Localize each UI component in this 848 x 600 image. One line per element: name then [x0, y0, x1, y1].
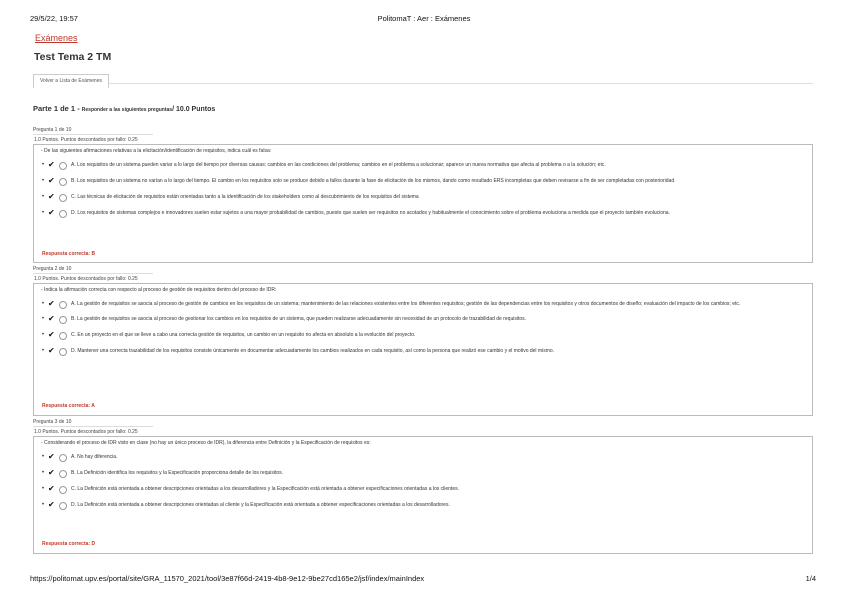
radio-button[interactable]	[59, 162, 67, 170]
question-number: Pregunta 2 de 10	[33, 266, 153, 274]
radio-button[interactable]	[59, 210, 67, 218]
option-d: • ✔ D. Los requisitos de sistemas complejos e innovadores suelen estar sujetos a una mayor probabilidad de cambios, puesto que suelen ser requisitos no acotados y habitualmente el conocimiento sobre el problema evoluciona a medida que el proyecto también evoluciona.	[42, 208, 670, 217]
option-b: • ✔ B. La Definición identifica los requisitos y la Especificación proporciona detalle de los requisitos.	[42, 468, 284, 477]
radio-button[interactable]	[59, 178, 67, 186]
option-a: • ✔ A. La gestión de requisitos se asocia al proceso de gestión de cambios en los requisitos de un sistema; mantenimiento de las relaciones existentes entre los diferentes requisitos; gestión de las dependencias entre los requisitos y otros documentos de diseño; evaluación del impacto de los cambios; etc.	[42, 299, 741, 308]
radio-button[interactable]	[59, 454, 67, 462]
correct-answer: Respuesta correcta: B	[42, 251, 96, 257]
question-points: 1.0 Puntos. Puntos descontados por fallo: 0.25	[34, 137, 138, 143]
checkmark-icon: ✔	[48, 330, 55, 339]
question-text: - Considerando el proceso de IDR visto en clase (no hay un único proceso de IDR), la diferencia entre Definición y la Especificación de requisitos es:	[41, 440, 371, 446]
checkmark-icon: ✔	[48, 346, 55, 355]
print-page-number: 1/4	[805, 574, 816, 583]
part-label: Parte 1 de 1 -	[33, 104, 82, 113]
print-url: https://politomat.upv.es/portal/site/GRA_11570_2021/tool/3e87f66d-2419-4b8-9e12-9be27cd165e2/jsf/index/mainIndex	[30, 574, 425, 583]
correct-answer: Respuesta correcta: A	[42, 403, 95, 409]
checkmark-icon: ✔	[48, 468, 55, 477]
checkmark-icon: ✔	[48, 299, 55, 308]
question-points: 1.0 Puntos. Puntos descontados por fallo: 0.25	[34, 429, 138, 435]
option-d: • ✔ D. Mantener una correcta trazabilidad de los requisitos consiste únicamente en documentar adecuadamente los cambios realizados en cada requisito, así como la persona que realizó ese cambio y el motivo del mismo.	[42, 346, 555, 355]
question-text: - De las siguientes afirmaciones relativas a la elicitación/identificación de requisitos, indica cuál es falsa:	[41, 148, 272, 154]
option-c: • ✔ C. La Definición está orientada a obtener descripciones orientadas a los desarrolladores y la Especificación está orientada a obtener especificaciones orientadas a los clientes.	[42, 484, 460, 493]
option-d: • ✔ D. La Definición está orientada a obtener descripciones orientadas al cliente y la Especificación está orientada a obtener especificaciones orientadas a los desarrolladores.	[42, 500, 450, 509]
breadcrumb-exams-link[interactable]: Exámenes	[35, 33, 78, 43]
radio-button[interactable]	[59, 194, 67, 202]
checkmark-icon: ✔	[48, 314, 55, 323]
part-instructions: Responder a las siguientes preguntas	[81, 107, 173, 113]
checkmark-icon: ✔	[48, 192, 55, 201]
back-to-exams-button[interactable]: Volver a Lista de Exámenes	[33, 74, 109, 88]
checkmark-icon: ✔	[48, 500, 55, 509]
part-heading	[33, 104, 813, 113]
checkmark-icon: ✔	[48, 452, 55, 461]
option-a: • ✔ A. No hay diferencia.	[42, 452, 118, 461]
checkmark-icon: ✔	[48, 176, 55, 185]
radio-button[interactable]	[59, 470, 67, 478]
question-points: 1.0 Puntos. Puntos descontados por fallo: 0.25	[34, 276, 138, 282]
radio-button[interactable]	[59, 486, 67, 494]
question-number: Pregunta 3 de 10	[33, 419, 153, 427]
checkmark-icon: ✔	[48, 160, 55, 169]
radio-button[interactable]	[59, 301, 67, 309]
checkmark-icon: ✔	[48, 208, 55, 217]
back-bar	[33, 69, 813, 84]
question-box	[33, 436, 813, 554]
option-a: • ✔ A. Los requisitos de un sistema pueden variar a lo largo del tiempo por diversas causas: cambios en las condiciones del problema; cambios en el problema a solucionar; aparece un nueva normativa que afecta al problema o a la solución; etc.	[42, 160, 606, 169]
question-2	[33, 266, 813, 416]
question-list	[33, 127, 813, 554]
question-3	[33, 419, 813, 554]
exam-content	[33, 33, 813, 557]
print-page-title: PolitomaT : Aer : Exámenes	[377, 14, 471, 23]
radio-button[interactable]	[59, 348, 67, 356]
checkmark-icon: ✔	[48, 484, 55, 493]
option-c: • ✔ C. En un proyecto en el que se lleve a cabo una correcta gestión de requisitos, un cambio en un requisito no afecta en absoluto a la evolución del proyecto.	[42, 330, 416, 339]
radio-button[interactable]	[59, 502, 67, 510]
correct-answer: Respuesta correcta: D	[42, 541, 96, 547]
question-text: - Indica la afirmación correcta con respecto al proceso de gestión de requisitos dentro del proceso de IDR:	[41, 287, 277, 293]
print-datetime: 29/5/22, 19:57	[30, 14, 78, 23]
question-1	[33, 127, 813, 263]
question-box	[33, 283, 813, 416]
option-c: • ✔ C. Las técnicas de elicitación de requisitos están orientadas tanto a la identificación de los stakeholders como al descubrimiento de los requisitos del sistema	[42, 192, 419, 201]
option-b: • ✔ B. La gestión de requisitos se asocia al proceso de gestionar los cambios en los requisitos de un sistema, que pueden realizarse adecuadamente sin necesidad de un protocolo de trazabilidad de requisitos.	[42, 314, 527, 323]
radio-button[interactable]	[59, 332, 67, 340]
question-box	[33, 144, 813, 263]
test-title: Test Tema 2 TM	[34, 51, 112, 63]
radio-button[interactable]	[59, 316, 67, 324]
option-b: • ✔ B. Los requisitos de un sistema no varían a lo largo del tiempo. El cambio en los requisitos solo se produce debido a fallos durante la fase de elicitación de los mismos, dando como resultado ERS incompletas que deben revisarse a fin de ser completadas con posterioridad.	[42, 176, 676, 185]
question-number: Pregunta 1 de 10	[33, 127, 153, 135]
part-points: / 10.0 Puntos	[172, 106, 216, 113]
